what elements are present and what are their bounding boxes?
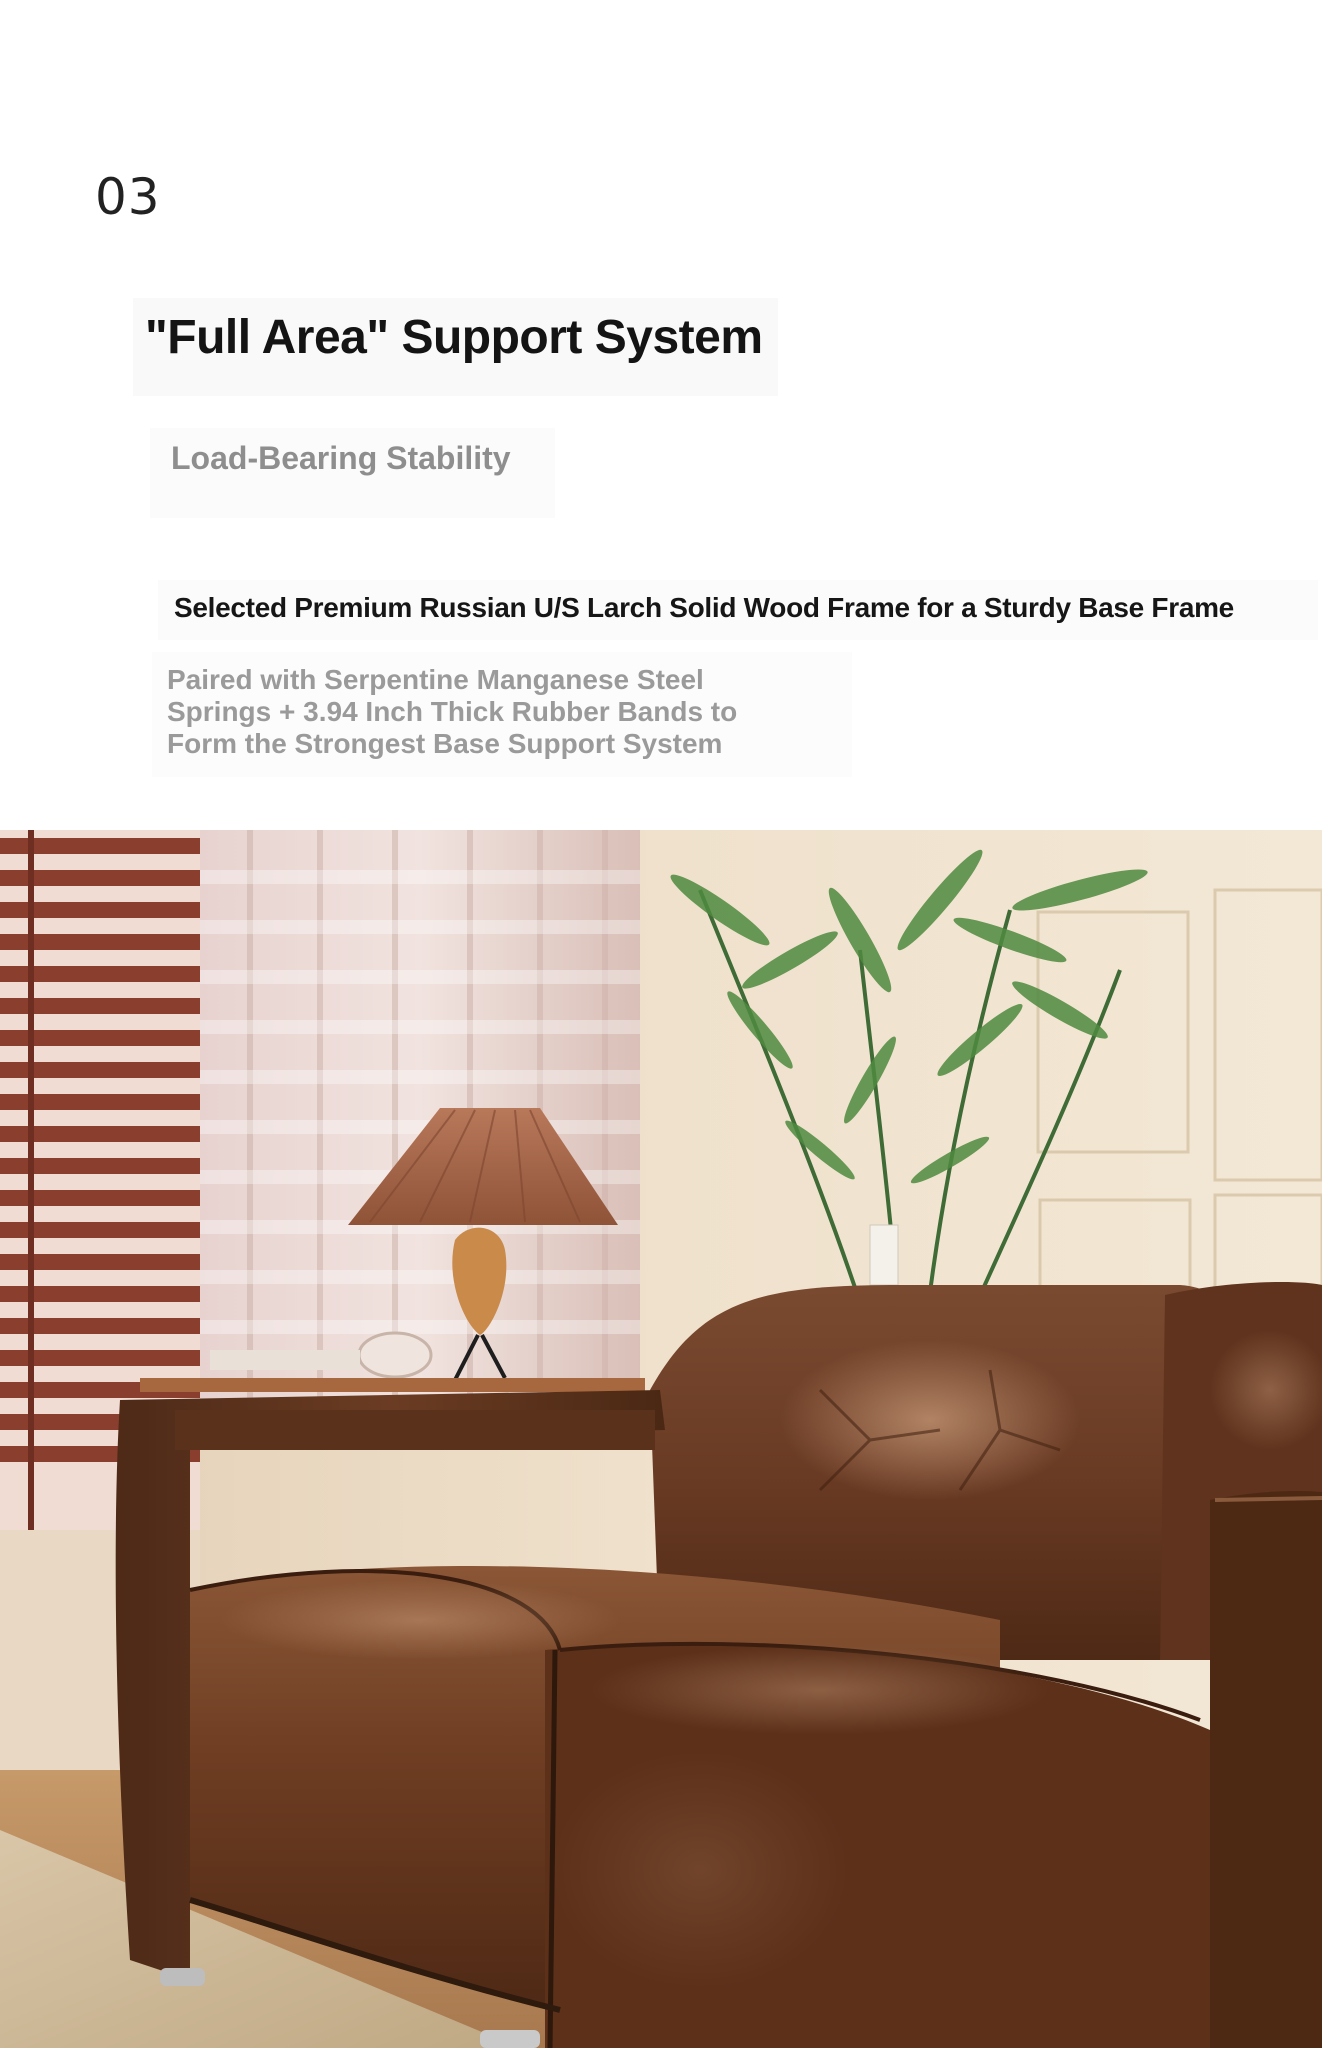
feature-title: Selected Premium Russian U/S Larch Solid Wood Frame for a Sturdy Base Frame [174, 592, 1234, 623]
sofa-scene-illustration [0, 830, 1322, 2048]
feature-description: Paired with Serpentine Manganese Steel Springs + 3.94 Inch Thick Rubber Bands to Form the Strongest Base Support System [167, 664, 738, 759]
page-subtitle: Load-Bearing Stability [171, 440, 511, 476]
section-number: 03 [95, 168, 161, 226]
sofa-product-photo [0, 830, 1322, 2048]
page-title: "Full Area" Support System [145, 311, 763, 364]
